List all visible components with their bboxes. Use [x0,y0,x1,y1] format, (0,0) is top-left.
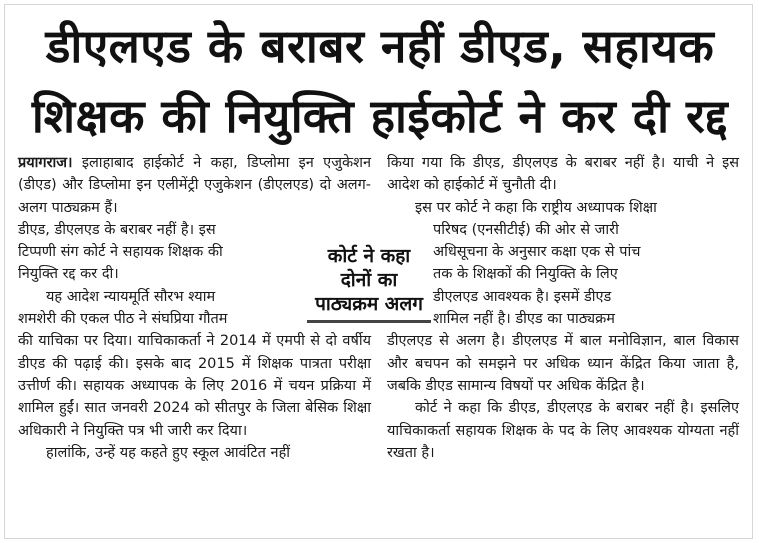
paragraph-r2-line-1: इस पर कोर्ट ने कहा कि राष्ट्रीय अध्यापक शिक्षा [415,199,657,216]
paragraph-1 [18,152,371,219]
paragraph-r3: कोर्ट ने कहा कि डीएड, डीएलएड के बराबर नहीं है। इसलिए याचिकाकर्ता सहायक शिक्षक के पद के लिए आवश्यक योग्यता नहीं रखता है। [387,400,739,461]
paragraph-1-line-2: डीएड, डीएलएड के बराबर नहीं है। इस [18,221,216,238]
paragraph-1-line-3: टिप्पणी संग कोर्ट ने सहायक शिक्षक की [18,244,223,261]
paragraph-2-line-1: यह आदेश न्यायमूर्ति सौरभ श्याम [46,288,216,305]
pull-quote [307,238,431,323]
pull-quote-line-3: पाठ्यक्रम अलग [315,293,423,315]
pull-quote-line-2: दोनों का [340,269,398,291]
paragraph-r1: किया गया कि डीएड, डीएलएड के बराबर नहीं है। याची ने इस आदेश को हाईकोर्ट में चुनौती दी। [387,155,739,194]
paragraph-r2-line-5: डीएलएड आवश्यक है। इसमें डीएड [433,288,612,305]
paragraph-r2-line-4: तक के शिक्षकों की नियुक्ति के लिए [433,266,618,283]
paragraph-2-rest: की याचिका पर दिया। याचिकाकर्ता ने 2014 में एमपी से दो वर्षीय डीएड की पढ़ाई की। इसके बाद 2015 में शिक्षक पात्रता परीक्षा उत्तीर्ण की। सहायक अध्यापक के लिए 2016 में चयन प्रक्रिया में शामिल हुईं। सात जनवरी 2024 को सीतपुर के जिला बेसिक शिक्षा अधिकारी ने नियुक्ति पत्र भी जारी कर दिया। [18,333,371,439]
headline-line-1: डीएलएड के बराबर नहीं डीएड, सहायक [45,19,715,73]
headline-line-2: शिक्षक की नियुक्ति हाईकोर्ट ने कर दी रद्द [31,89,729,143]
paragraph-r2-line-3: अधिसूचना के अनुसार कक्षा एक से पांच [433,244,641,261]
paragraph-1-lead: इलाहाबाद हाईकोर्ट ने कहा, डिप्लोमा इन एजुकेशन (डीएड) और डिप्लोमा इन एलीमेंट्री एजुकेशन (डीएलएड) दो अलग-अलग पाठ्यक्रम हैं। [18,155,371,216]
paragraph-1-line-4: नियुक्ति रद्द कर दी। [18,266,119,283]
dateline: प्रयागराज। [18,155,73,171]
article-column-right [387,152,739,464]
paragraph-r2-rest: डीएलएड से अलग है। डीएलएड में बाल मनोविज्ञान, बाल विकास और बचपन को समझने पर अधिक ध्यान केंद्रित किया जाता है, जबकि डीएड सामान्य विषयों पर अधिक केंद्रित है। [387,333,739,394]
paragraph-3: हालांकि, उन्हें यह कहते हुए स्कूल आवंटित नहीं [46,444,291,461]
paragraph-r2-line-2: परिषद (एनसीटीई) की ओर से जारी [433,221,619,238]
paragraph-r2-line-6: शामिल नहीं है। डीएड का पाठ्यक्रम [433,311,615,328]
paragraph-2-line-2: शमशेरी की एकल पीठ ने संघप्रिया गौतम [18,311,228,328]
pull-quote-line-1: कोर्ट ने कहा [327,245,411,267]
